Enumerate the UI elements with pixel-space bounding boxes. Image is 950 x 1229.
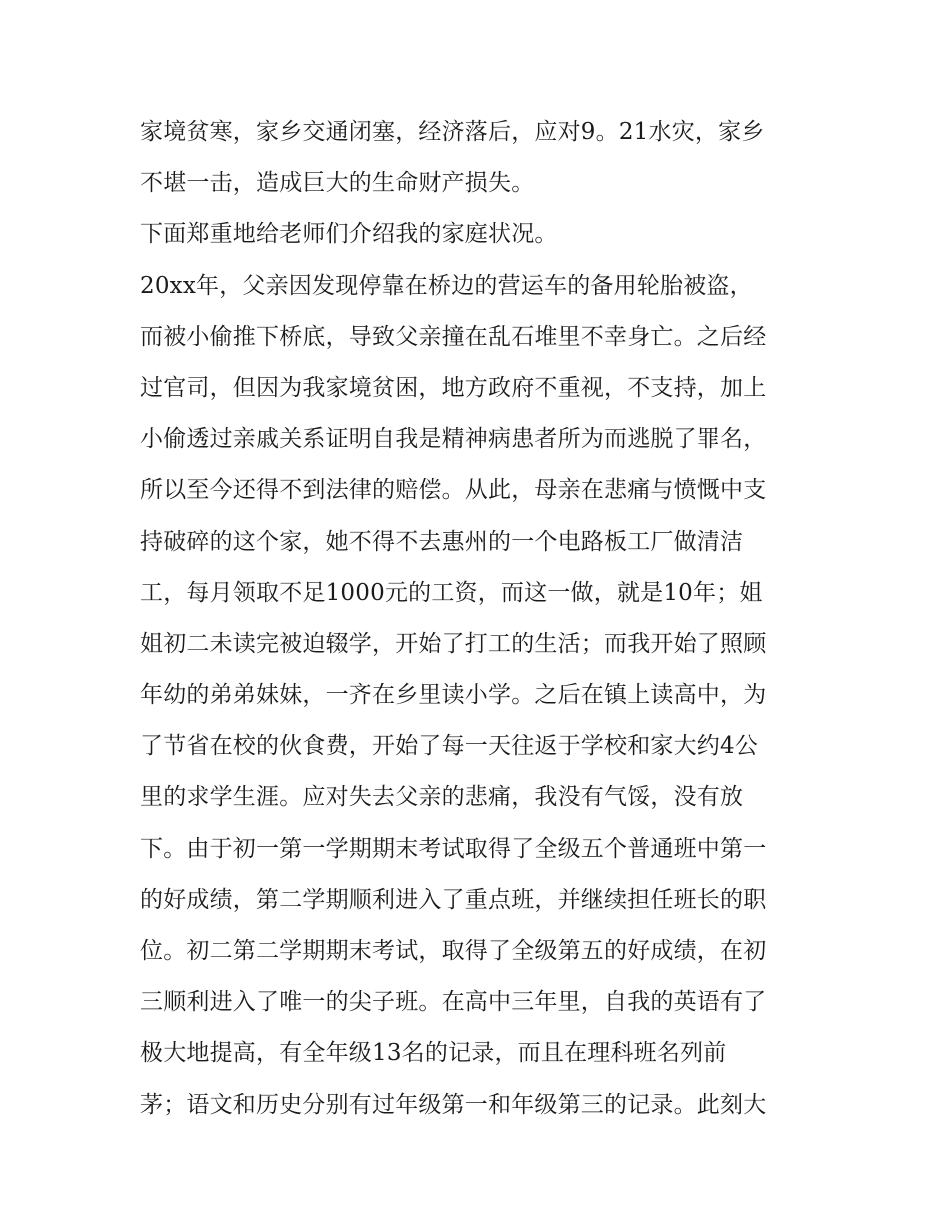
text-line-1: 家境贫寒，家乡交通闭塞，经济落后，应对9。21水灾，家乡 <box>140 119 765 145</box>
text-line-20: 茅；语文和历史分别有过年级第一和年级第三的记录。此刻大 <box>140 1091 767 1118</box>
text-line-3: 下面郑重地给老师们介绍我的家庭状况。 <box>140 221 558 248</box>
text-line-4: 20xx年，父亲因发现停靠在桥边的营运车的备用轮胎被盗， <box>140 272 753 299</box>
text-line-14: 里的求学生涯。应对失去父亲的悲痛，我没有气馁，没有放 <box>140 784 744 811</box>
text-line-15: 下。由于初一第一学期期末考试取得了全级五个普通班中第一 <box>140 835 767 862</box>
text-line-8: 所以至今还得不到法律的赔偿。从此，母亲在悲痛与愤慨中支 <box>140 477 767 504</box>
text-line-6: 过官司，但因为我家境贫困，地方政府不重视，不支持，加上 <box>140 374 767 401</box>
body-text <box>140 107 830 1131</box>
text-line-10: 工，每月领取不足1000元的工资，而这一做，就是10年；姐 <box>140 579 763 606</box>
text-line-18: 三顺利进入了唯一的尖子班。在高中三年里，自我的英语有了 <box>140 989 767 1016</box>
text-line-7: 小偷透过亲戚关系证明自我是精神病患者所为而逃脱了罪名， <box>140 426 767 453</box>
text-line-2: 不堪一击，造成巨大的生命财产损失。 <box>140 170 535 197</box>
text-line-5: 而被小偷推下桥底，导致父亲撞在乱石堆里不幸身亡。之后经 <box>140 323 767 350</box>
text-line-17: 位。初二第二学期期末考试，取得了全级第五的好成绩，在初 <box>140 938 767 964</box>
text-line-16: 的好成绩，第二学期顺利进入了重点班，并继续担任班长的职 <box>140 886 767 913</box>
text-line-11: 姐初二未读完被迫辍学，开始了打工的生活；而我开始了照顾 <box>140 630 767 657</box>
text-line-12: 年幼的弟弟妹妹，一齐在乡里读小学。之后在镇上读高中，为 <box>140 682 767 709</box>
text-line-9: 持破碎的这个家，她不得不去惠州的一个电路板工厂做清洁 <box>140 528 744 555</box>
text-line-13: 了节省在校的伙食费，开始了每一天往返于学校和家大约4公 <box>140 733 759 760</box>
text-line-19: 极大地提高，有全年级13名的记录，而且在理科班名列前 <box>140 1040 727 1067</box>
